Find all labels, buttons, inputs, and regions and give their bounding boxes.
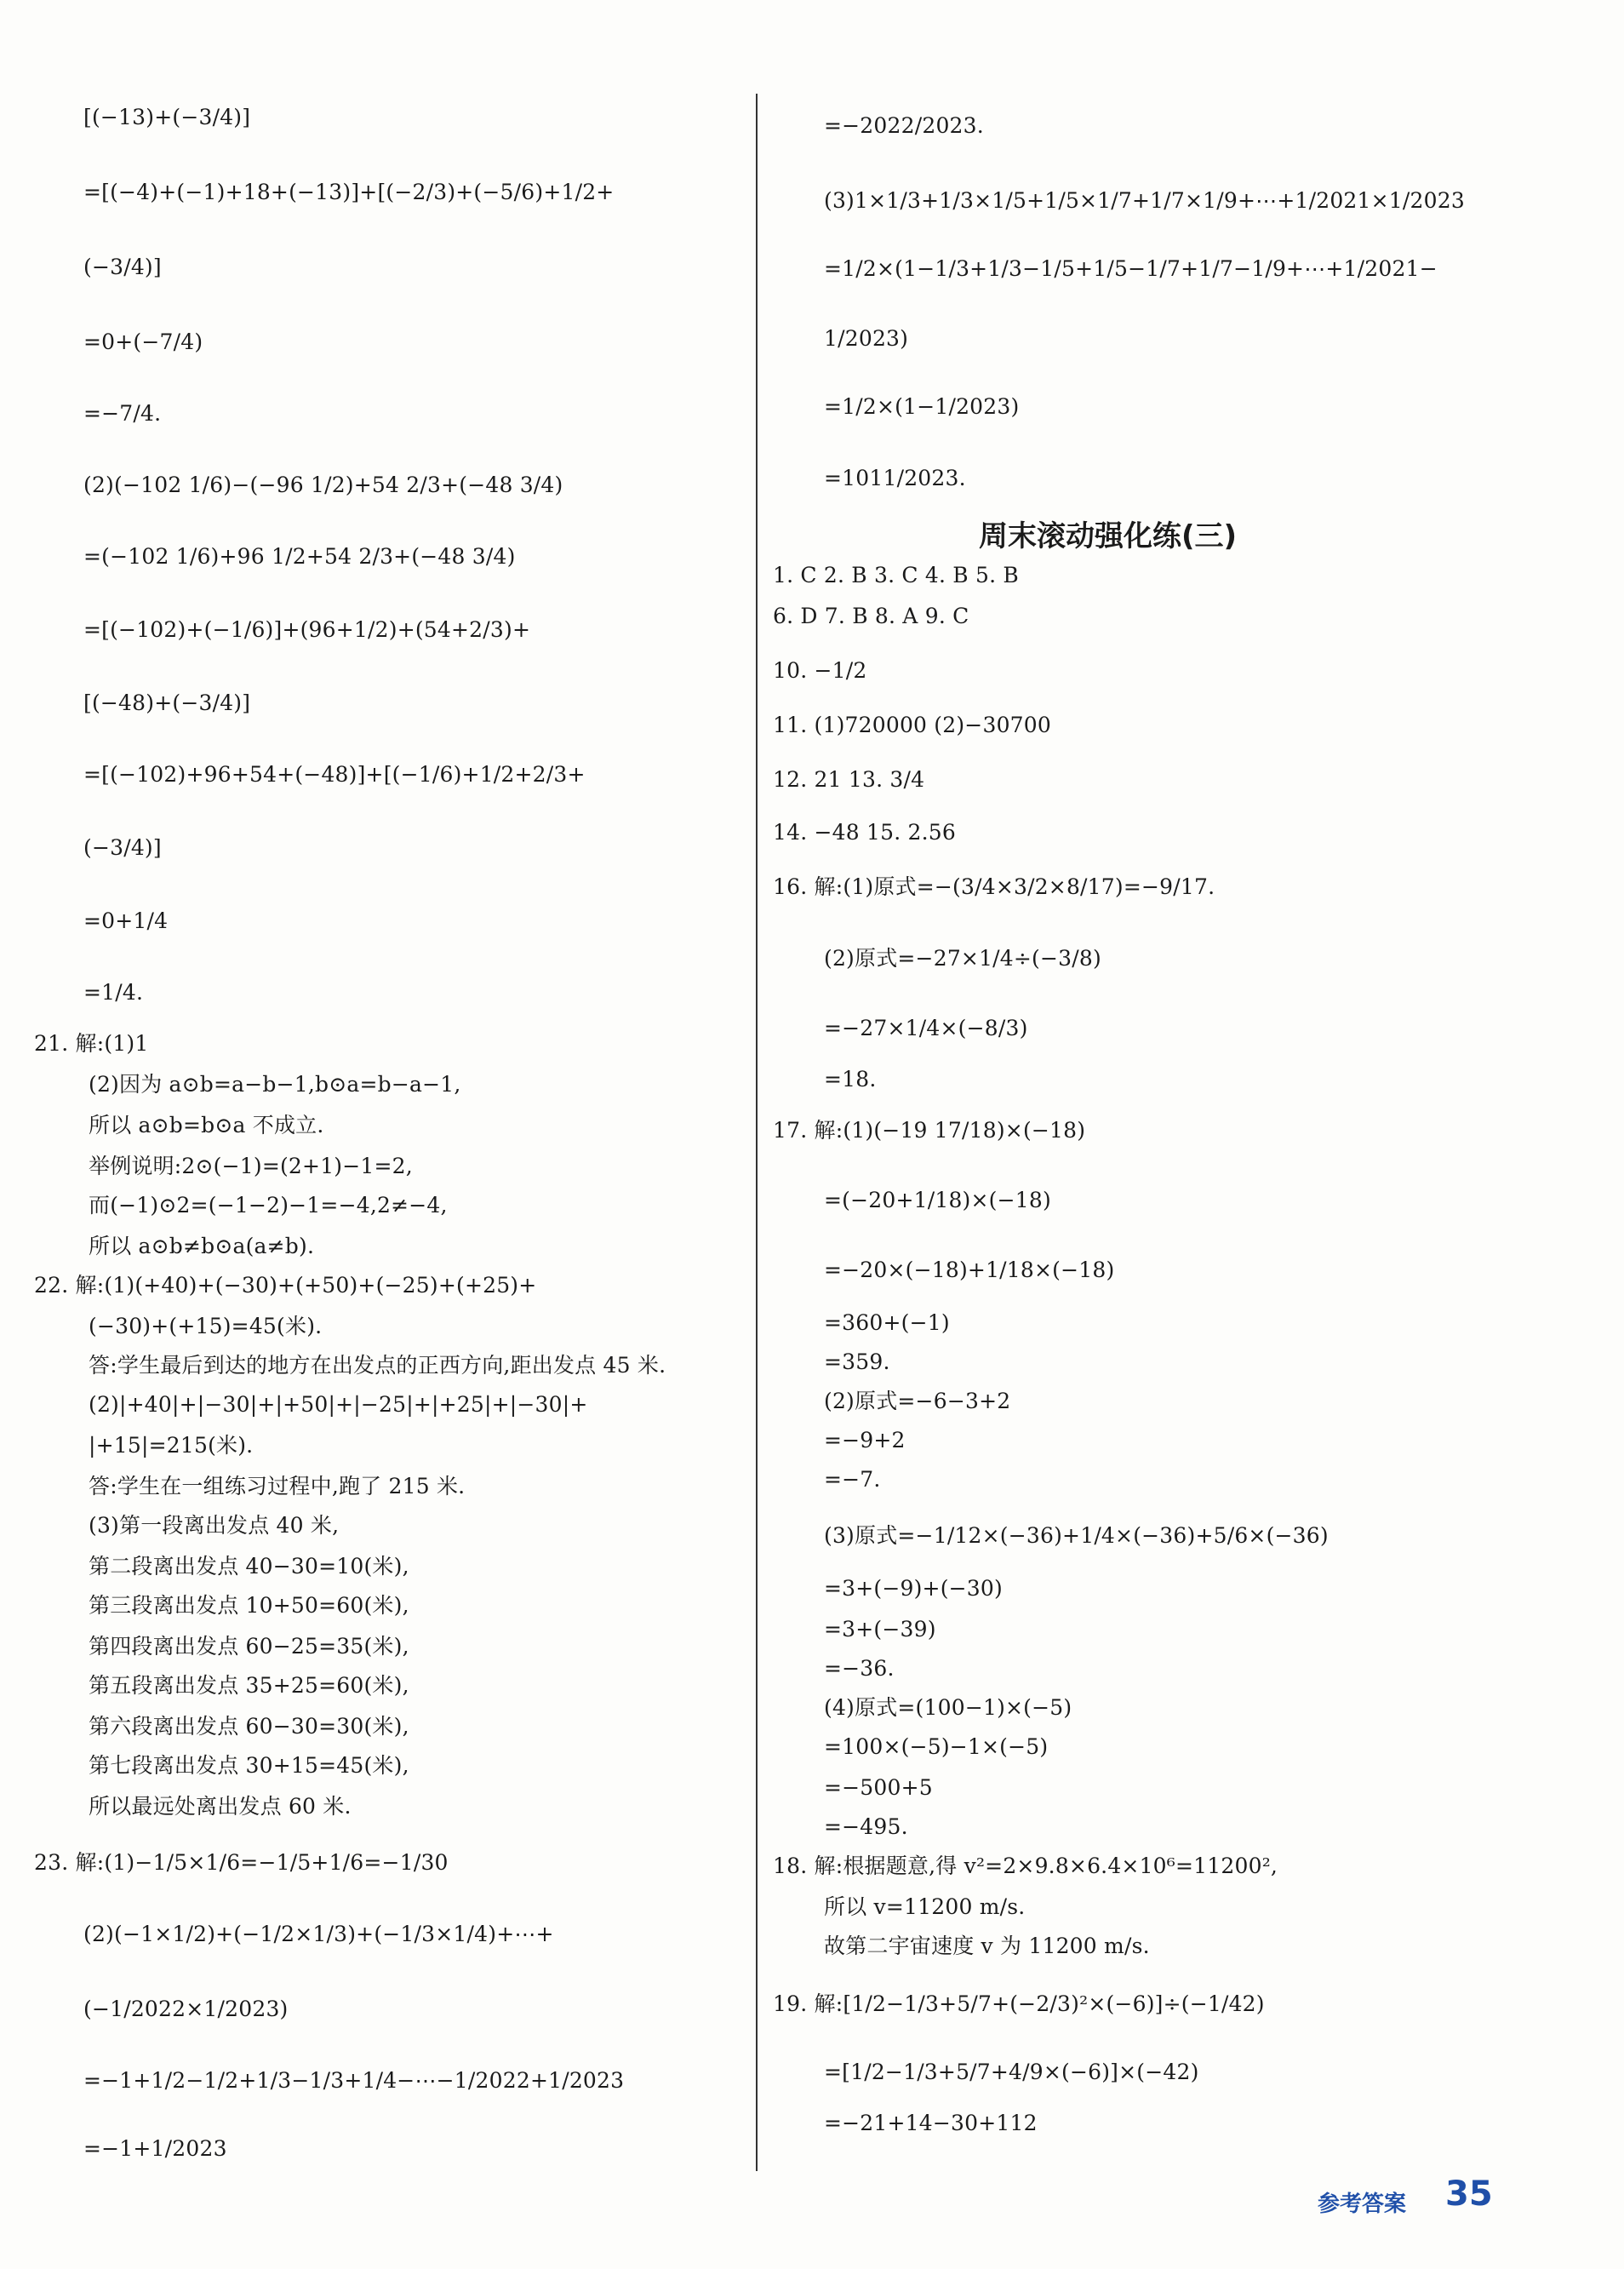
text-line: =(−102 1/6)+96 1/2+54 2/3+(−48 3/4) (83, 544, 516, 569)
text-line: 第四段离出发点 60−25=35(米), (89, 1634, 409, 1659)
question-18: 18. 解:根据题意,得 v²=2×9.8×6.4×10⁶=11200², (773, 1854, 1278, 1878)
column-divider (756, 94, 758, 2171)
text-line: =−500+5 (824, 1775, 933, 1800)
text-line: =100×(−5)−1×(−5) (824, 1734, 1049, 1759)
text-line: =−9+2 (824, 1428, 906, 1453)
question-22: 22. 解:(1)(+40)+(−30)+(+50)+(−25)+(+25)+ (34, 1273, 537, 1298)
question-17: 17. 解:(1)(−19 17/18)×(−18) (773, 1118, 1086, 1143)
answer-row: 6. D 7. B 8. A 9. C (773, 604, 969, 628)
text-line: =359. (824, 1349, 890, 1374)
text-line: [(−48)+(−3/4)] (83, 690, 251, 715)
text-line: (−30)+(+15)=45(米). (89, 1314, 323, 1338)
text-line: (4)原式=(100−1)×(−5) (824, 1695, 1072, 1720)
text-line: =−495. (824, 1814, 908, 1839)
text-line: (−3/4)] (83, 255, 162, 279)
text-line: =−7/4. (83, 401, 162, 426)
text-line: =1/2×(1−1/2023) (824, 394, 1020, 419)
question-19: 19. 解:[1/2−1/3+5/7+(−2/3)²×(−6)]÷(−1/42) (773, 1991, 1265, 2016)
text-line: =−27×1/4×(−8/3) (824, 1016, 1028, 1040)
question-16: 16. 解:(1)原式=−(3/4×3/2×8/17)=−9/17. (773, 874, 1215, 899)
text-line: 故第二宇宙速度 v 为 11200 m/s. (824, 1934, 1150, 1958)
text-line: (2)原式=−6−3+2 (824, 1389, 1011, 1413)
text-line: [(−13)+(−3/4)] (83, 105, 251, 129)
text-line: 所以最远处离出发点 60 米. (89, 1794, 352, 1819)
text-line: 所以 a⊙b=b⊙a 不成立. (89, 1113, 324, 1137)
text-line: =(−20+1/18)×(−18) (824, 1188, 1051, 1212)
page-number: 35 (1445, 2174, 1493, 2214)
answer-row: 11. (1)720000 (2)−30700 (773, 713, 1051, 737)
text-line: (2)(−1×1/2)+(−1/2×1/3)+(−1/3×1/4)+⋯+ (83, 1922, 554, 1946)
text-line: (3)原式=−1/12×(−36)+1/4×(−36)+5/6×(−36) (824, 1523, 1329, 1548)
text-line: (−3/4)] (83, 835, 162, 860)
text-line: (2)(−102 1/6)−(−96 1/2)+54 2/3+(−48 3/4) (83, 473, 563, 497)
text-line: =−36. (824, 1656, 895, 1681)
text-line: (−1/2022×1/2023) (83, 1997, 289, 2021)
answer-row: 1. C 2. B 3. C 4. B 5. B (773, 563, 1019, 587)
text-line: 第六段离出发点 60−30=30(米), (89, 1714, 409, 1739)
text-line: =360+(−1) (824, 1310, 950, 1335)
answer-row: 10. −1/2 (773, 658, 867, 683)
text-line: =[(−4)+(−1)+18+(−13)]+[(−2/3)+(−5/6)+1/2+ (83, 180, 615, 204)
text-line: =−20×(−18)+1/18×(−18) (824, 1258, 1115, 1282)
text-line: (3)1×1/3+1/3×1/5+1/5×1/7+1/7×1/9+⋯+1/2021×1/2023 (824, 188, 1465, 213)
text-line: =0+(−7/4) (83, 329, 203, 354)
text-line: =3+(−39) (824, 1617, 936, 1642)
text-line: 而(−1)⊙2=(−1−2)−1=−4,2≠−4, (89, 1193, 448, 1218)
section-title: 周末滚动强化练(三) (979, 519, 1238, 553)
text-line: |+15|=215(米). (89, 1433, 254, 1458)
text-line: 答:学生最后到达的地方在出发点的正西方向,距出发点 45 米. (89, 1353, 666, 1378)
text-line: (2)原式=−27×1/4÷(−3/8) (824, 946, 1101, 971)
text-line: =[1/2−1/3+5/7+4/9×(−6)]×(−42) (824, 2060, 1199, 2084)
text-line: 第五段离出发点 35+25=60(米), (89, 1673, 409, 1698)
text-line: 答:学生在一组练习过程中,跑了 215 米. (89, 1474, 466, 1498)
text-line: =1011/2023. (824, 466, 966, 490)
text-line: (3)第一段离出发点 40 米, (89, 1513, 340, 1538)
text-line: =3+(−9)+(−30) (824, 1576, 1003, 1601)
text-line: (2)因为 a⊙b=a−b−1,b⊙a=b−a−1, (89, 1072, 461, 1097)
text-line: =1/4. (83, 980, 144, 1005)
footer-label: 参考答案 (1318, 2192, 1407, 2217)
text-line: =−1+1/2−1/2+1/3−1/3+1/4−⋯−1/2022+1/2023 (83, 2068, 625, 2093)
text-line: =[(−102)+96+54+(−48)]+[(−1/6)+1/2+2/3+ (83, 762, 586, 787)
text-line: 举例说明:2⊙(−1)=(2+1)−1=2, (89, 1154, 413, 1178)
text-line: 第二段离出发点 40−30=10(米), (89, 1554, 409, 1579)
answer-row: 12. 21 13. 3/4 (773, 767, 925, 792)
text-line: =−1+1/2023 (83, 2136, 227, 2161)
text-line: =−21+14−30+112 (824, 2111, 1038, 2135)
question-21: 21. 解:(1)1 (34, 1031, 149, 1056)
text-line: 1/2023) (824, 326, 909, 351)
text-line: 第七段离出发点 30+15=45(米), (89, 1753, 409, 1778)
text-line: =−7. (824, 1467, 881, 1492)
text-line: =0+1/4 (83, 908, 169, 933)
text-line: (2)|+40|+|−30|+|+50|+|−25|+|+25|+|−30|+ (89, 1392, 588, 1417)
text-line: =[(−102)+(−1/6)]+(96+1/2)+(54+2/3)+ (83, 617, 531, 642)
text-line: 第三段离出发点 10+50=60(米), (89, 1593, 409, 1618)
answer-row: 14. −48 15. 2.56 (773, 820, 956, 845)
text-line: 所以 a⊙b≠b⊙a(a≠b). (89, 1234, 315, 1258)
text-line: =−2022/2023. (824, 113, 984, 138)
question-23: 23. 解:(1)−1/5×1/6=−1/5+1/6=−1/30 (34, 1850, 449, 1875)
text-line: =18. (824, 1067, 877, 1092)
text-line: 所以 v=11200 m/s. (824, 1894, 1026, 1919)
text-line: =1/2×(1−1/3+1/3−1/5+1/5−1/7+1/7−1/9+⋯+1/2021− (824, 256, 1438, 281)
